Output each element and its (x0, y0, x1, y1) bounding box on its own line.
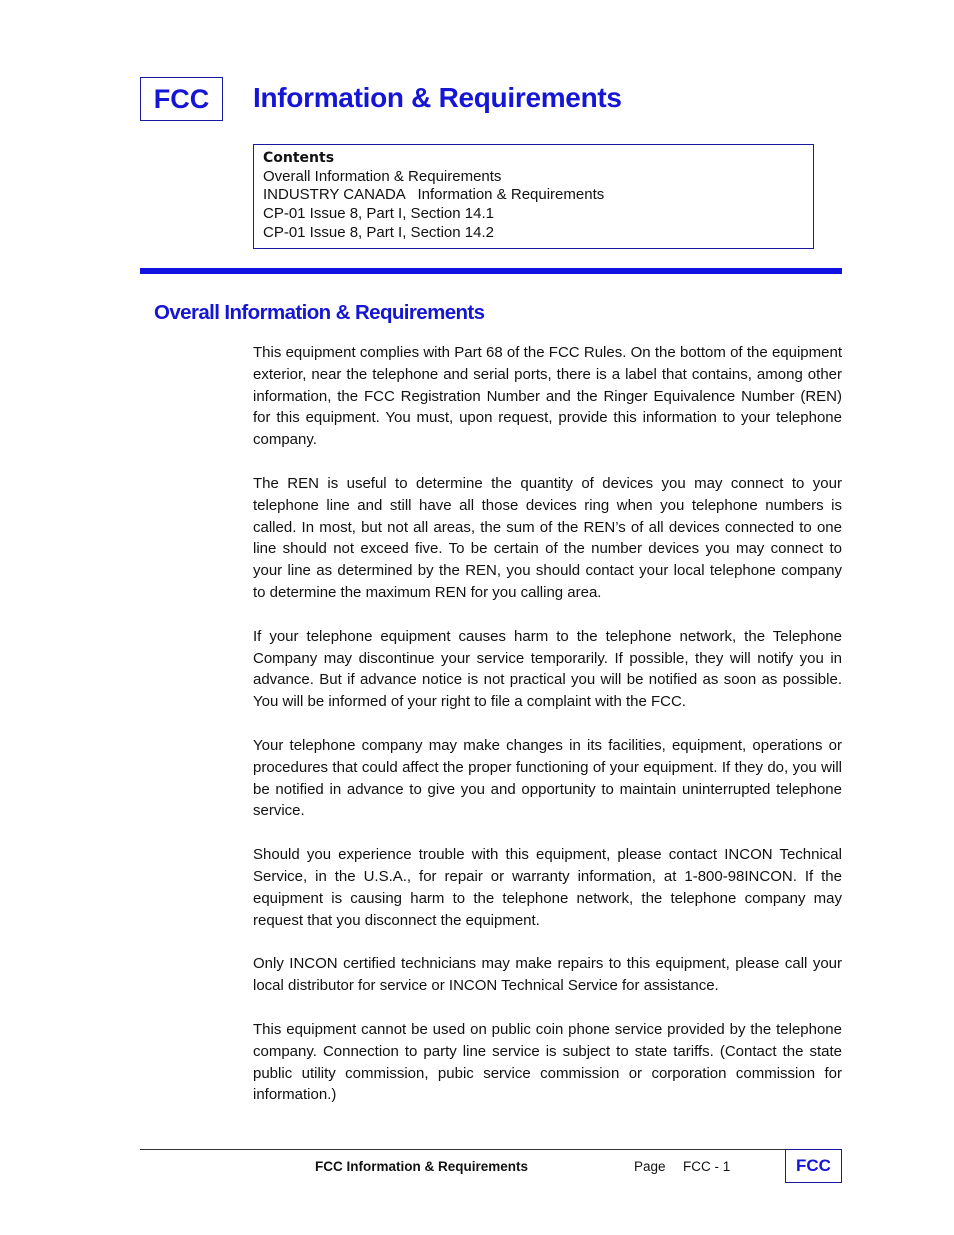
section-body (253, 342, 842, 1128)
contents-box (253, 144, 814, 249)
footer-page-label: Page (634, 1159, 666, 1174)
contents-item: INDUSTRY CANADA Information & Requirements (263, 186, 605, 204)
page-title: Information & Requirements (253, 82, 622, 113)
body-paragraph: Your telephone company may make changes in its facilities, equipment, operations or procedures that could affect the proper functioning of your equipment. If they do, you will be notified in advance to give you and opportunity to maintain uninterrupted telephone service. (253, 736, 842, 820)
body-paragraph: If your telephone equipment causes harm to the telephone network, the Telephone Company may discontinue your service temporarily. If possible, they will notify you in advance. But if advance notice is not practical you will be notified as soon as possible. You will be informed of your right to file a complaint with the FCC. (253, 627, 842, 711)
footer-title: FCC Information & Requirements (315, 1159, 529, 1174)
body-paragraph: Only INCON certified technicians may make repairs to this equipment, please call your local distributor for service or INCON Technical Service for assistance. (253, 955, 842, 995)
footer-fcc-badge: FCC (785, 1149, 842, 1183)
body-paragraph: This equipment cannot be used on public coin phone service provided by the telephone company. Connection to party line service is subject to state tariffs. (Contact the state public utility commission, pubic service commission or corporation commission for information.) (253, 1020, 842, 1104)
body-paragraph: The REN is useful to determine the quantity of devices you may connect to your telephone line and still have all those devices ring when you telephone numbers is called. In most, but not all areas, the sum of the REN’s of all devices connected to one line should not exceed five. To be certain of the number devices you may connect to your line as determined by the REN, you should contact your local telephone company to determine the maximum REN for you calling area. (253, 474, 842, 601)
contents-item: Overall Information & Requirements (263, 167, 502, 185)
body-paragraph: Should you experience trouble with this equipment, please contact INCON Technical Service, in the U.S.A., for repair or warranty information, at 1-800-98INCON. If the equipment is causing harm to the telephone network, the telephone company may request that you disconnect the equipment. (253, 846, 842, 929)
contents-item: CP-01 Issue 8, Part I, Section 14.2 (263, 223, 494, 241)
header-fcc-badge: FCC (140, 77, 223, 121)
contents-title: Contents (263, 150, 335, 166)
body-paragraph: This equipment complies with Part 68 of the FCC Rules. On the bottom of the equipment exterior, near the telephone and serial ports, there is a label that contains, among other information, the FCC Registration Number and the Ringer Equivalence Number (REN) for this equipment. You must, upon request, provide this information to your telephone company. (253, 344, 842, 449)
section-title: Overall Information & Requirements (154, 301, 485, 324)
footer-page-number: FCC - 1 (683, 1159, 731, 1174)
contents-item: CP-01 Issue 8, Part I, Section 14.1 (263, 205, 494, 223)
footer-divider (140, 1149, 785, 1150)
section-divider (140, 268, 842, 274)
